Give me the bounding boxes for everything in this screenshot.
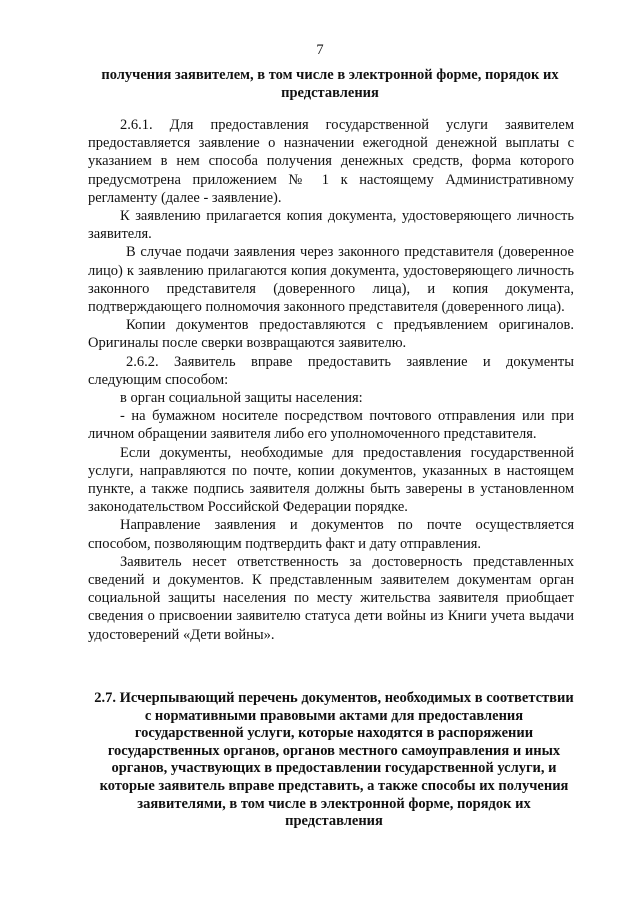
paragraph-2-6-2: 2.6.2. Заявитель вправе предоставить заявление и документы следующим способом: (88, 353, 574, 388)
section-heading-2-7: 2.7. Исчерпывающий перечень документов, необходимых в соответствии с нормативными правовыми актами для предоставления государственной услуги, которые находятся в распоряжении государственных органов, органов местного самоуправления и иных органов, участвующих в предоставлении государственной услуги, и которые заявитель вправе представить, а также способы их получения заявителями, в том числе в электронной форме, порядок их представления (94, 690, 574, 830)
paragraph-2-6-1: 2.6.1. Для предоставления государственной услуги заявителем предоставляется заявление о назначении ежегодной денежной выплаты с указанием в нем способа получения денежных средств, форма которого предусмотрена приложением № 1 к настоящему Административному регламенту (далее - заявление). (88, 117, 574, 206)
list-item-paper-submission: - на бумажном носителе посредством почтового отправления или при личном обращении заявителя либо его уполномоченного представителя. (88, 408, 574, 443)
section-heading-continued: получения заявителем, в том числе в электронной форме, порядок их представления (101, 67, 559, 101)
body-text (88, 116, 574, 644)
paragraph-originals: Копии документов предоставляются с предъявлением оригиналов. Оригиналы после сверки возвращаются заявителю. (88, 317, 574, 352)
paragraph-mail-copies: Если документы, необходимые для предоставления государственной услуги, направляются по почте, копии документов, указанных в настоящем пункте, а также подпись заявителя должны быть заверены в установленном законодательством Российской Федерации порядке. (88, 444, 574, 516)
paragraph-responsibility: Заявитель несет ответственность за достоверность представленных сведений и документов. К представленным заявителем документам орган социальной защиты населения по месту жительства заявителя приобщает сведения о присвоении заявителю статуса дети войны из Книги учета выдачи удостоверений «Дети войны». (88, 553, 574, 643)
paragraph-mail-delivery: Направление заявления и документов по почте осуществляется способом, позволяющим подтвердить факт и дату отправления. (88, 517, 574, 552)
paragraph-social-protection-body: в орган социальной защиты населения: (120, 390, 363, 407)
page-number: 7 (316, 42, 324, 58)
paragraph-representative: В случае подачи заявления через законного представителя (доверенное лицо) к заявлению прилагаются копия документа, удостоверяющего личность законного представителя (доверенного лица), и копия документа, подтверждающего полномочия законного представителя (доверенного лица). (88, 244, 574, 316)
paragraph-identity-copy: К заявлению прилагается копия документа, удостоверяющего личность заявителя. (88, 208, 574, 243)
